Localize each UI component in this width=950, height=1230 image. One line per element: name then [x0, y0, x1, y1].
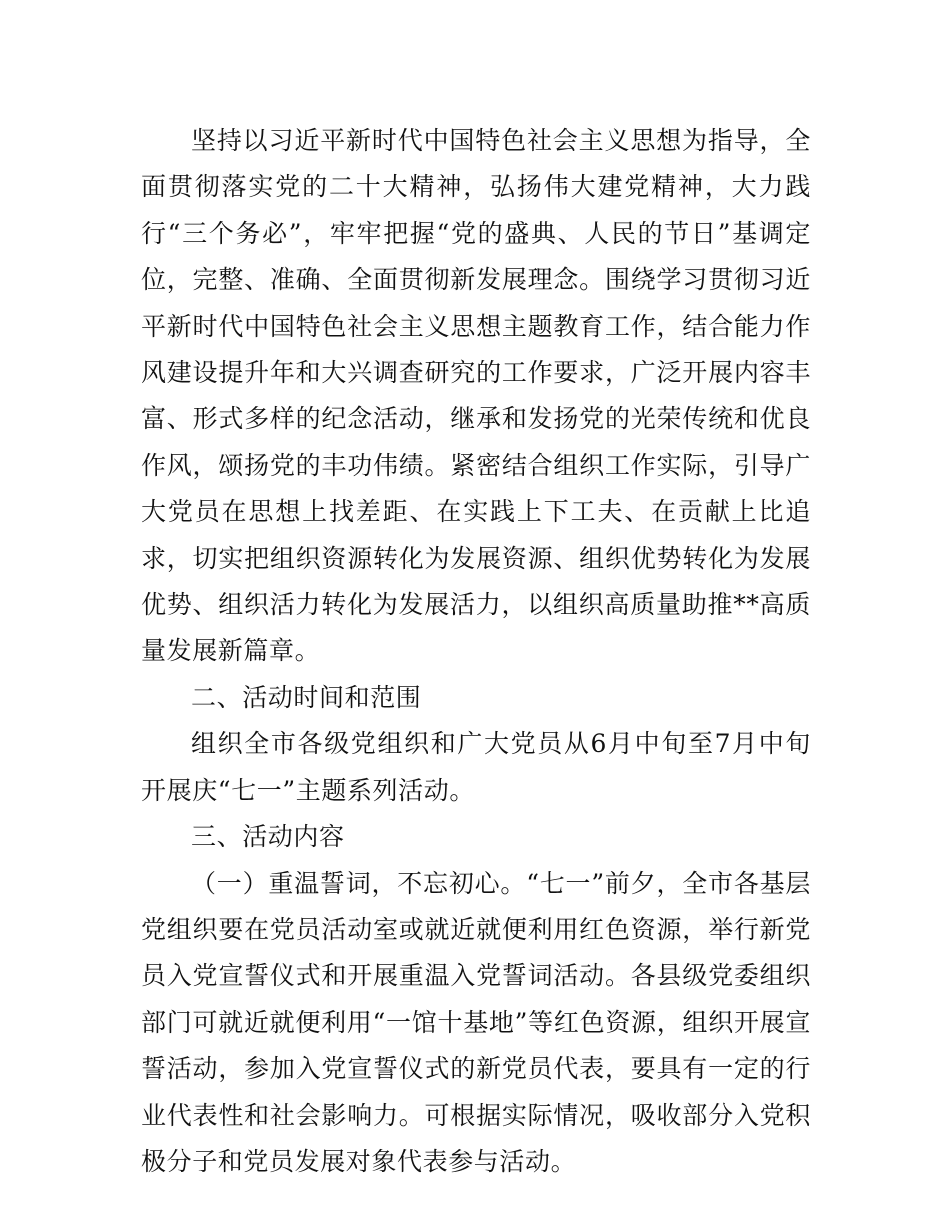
section-heading-activity-content: 三、活动内容 [191, 822, 345, 852]
section-heading-time-and-scope: 二、活动时间和范围 [191, 682, 422, 712]
body-paragraph-oath-renewal: （一）重温誓词，不忘初心。“七一”前夕，全市各基层党组织要在党员活动室或就近就便利用红色资源，举行新党员入党宣誓仪式和开展重温入党誓词活动。各县级党委组织部门可就近就便利用“一馆十基地”等红色资源，组织开展宣誓活动，参加入党宣誓仪式的新党员代表，要具有一定的行业代表性和社会影响力。可根据实际情况，吸收部分入党积极分子和党员发展对象代表参与活动。 [141, 868, 811, 1176]
body-paragraph-time-and-scope: 组织全市各级党组织和广大党员从6月中旬至7月中旬开展庆“七一”主题系列活动。 [141, 729, 811, 805]
body-paragraph-guiding-principle: 坚持以习近平新时代中国特色社会主义思想为指导，全面贯彻落实党的二十大精神，弘扬伟大建党精神，大力践行“三个务必”，牢牢把握“党的盛典、人民的节日”基调定位，完整、准确、全面贯彻新发展理念。围绕学习贯彻习近平新时代中国特色社会主义思想主题教育工作，结合能力作风建设提升年和大兴调查研究的工作要求，广泛开展内容丰富、形式多样的纪念活动，继承和发扬党的光荣传统和优良作风，颂扬党的丰功伟绩。紧密结合组织工作实际，引导广大党员在思想上找差距、在实践上下工夫、在贡献上比追求，切实把组织资源转化为发展资源、组织优势转化为发展优势、组织活力转化为发展活力，以组织高质量助推**高质量发展新篇章。 [141, 126, 811, 666]
document-body [141, 118, 811, 1185]
